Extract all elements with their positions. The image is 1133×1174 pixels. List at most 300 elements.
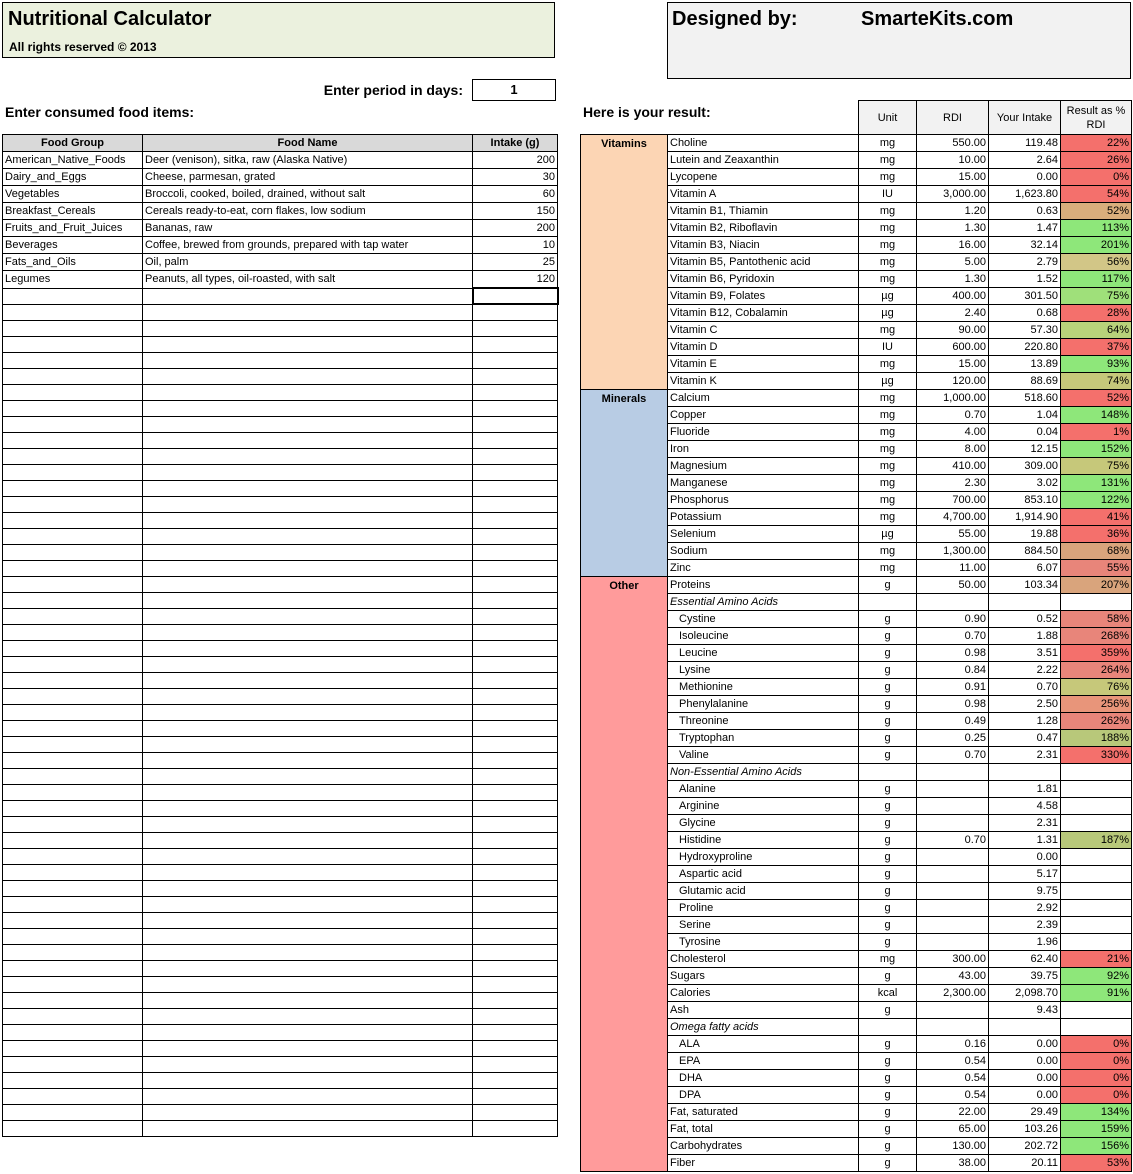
intake-cell[interactable]: [473, 912, 558, 928]
food-group-cell[interactable]: [3, 608, 143, 624]
intake-cell[interactable]: 30: [473, 169, 558, 186]
food-name-cell[interactable]: [143, 848, 473, 864]
unit-cell: [859, 594, 917, 611]
result-pct: 76%: [1061, 679, 1132, 696]
intake-cell[interactable]: [473, 848, 558, 864]
unit-cell: IU: [859, 186, 917, 203]
result-pct: 56%: [1061, 254, 1132, 271]
food-group-cell[interactable]: [3, 880, 143, 896]
nutrient-name: Lycopene: [668, 169, 859, 186]
result-pct: 21%: [1061, 951, 1132, 968]
intake-cell[interactable]: [473, 896, 558, 912]
food-name-cell[interactable]: [143, 576, 473, 592]
food-name-cell[interactable]: [143, 672, 473, 688]
food-name-cell[interactable]: [143, 528, 473, 544]
rdi-cell: [917, 1019, 989, 1036]
unit-cell: g: [859, 1138, 917, 1155]
food-name-cell[interactable]: [143, 368, 473, 384]
food-name-cell[interactable]: [143, 1056, 473, 1072]
intake-cell[interactable]: 200: [473, 152, 558, 169]
result-pct: [1061, 883, 1132, 900]
food-name-cell[interactable]: [143, 624, 473, 640]
unit-cell: g: [859, 1036, 917, 1053]
intake-cell[interactable]: [473, 768, 558, 784]
rdi-cell: 0.25: [917, 730, 989, 747]
rdi-cell: [917, 866, 989, 883]
food-name-cell[interactable]: [143, 400, 473, 416]
food-name-cell[interactable]: [143, 976, 473, 992]
food-group-cell[interactable]: [3, 1120, 143, 1136]
food-name-cell[interactable]: [143, 688, 473, 704]
nutrient-name: Vitamin K: [668, 373, 859, 390]
unit-cell: g: [859, 900, 917, 917]
food-name-cell[interactable]: [143, 288, 473, 304]
food-name-cell[interactable]: [143, 592, 473, 608]
food-name-cell[interactable]: [143, 816, 473, 832]
food-group-cell[interactable]: [3, 672, 143, 688]
food-group-cell[interactable]: Legumes: [3, 271, 143, 289]
food-group-cell[interactable]: [3, 432, 143, 448]
food-name-cell[interactable]: [143, 960, 473, 976]
intake-cell[interactable]: [473, 1120, 558, 1136]
unit-cell: mg: [859, 237, 917, 254]
food-group-cell[interactable]: [3, 320, 143, 336]
food-name-cell[interactable]: [143, 832, 473, 848]
food-row: [3, 1008, 558, 1024]
intake-value: 202.72: [989, 1138, 1061, 1155]
food-name-cell[interactable]: [143, 304, 473, 320]
intake-value: 1.28: [989, 713, 1061, 730]
food-name-cell[interactable]: [143, 608, 473, 624]
intake-cell[interactable]: [473, 1056, 558, 1072]
intake-cell[interactable]: [473, 704, 558, 720]
unit-cell: mg: [859, 560, 917, 577]
intake-value: 39.75: [989, 968, 1061, 985]
food-name-cell[interactable]: [143, 480, 473, 496]
food-group-cell[interactable]: [3, 992, 143, 1008]
intake-cell[interactable]: 60: [473, 186, 558, 203]
intake-cell[interactable]: [473, 864, 558, 880]
nutrient-name: Vitamin B5, Pantothenic acid: [668, 254, 859, 271]
food-group-cell[interactable]: [3, 768, 143, 784]
rdi-cell: 0.84: [917, 662, 989, 679]
nutrient-name: Sodium: [668, 543, 859, 560]
intake-value: 1,623.80: [989, 186, 1061, 203]
food-group-cell[interactable]: [3, 1104, 143, 1120]
food-name-cell[interactable]: [143, 336, 473, 352]
unit-cell: g: [859, 866, 917, 883]
food-name-cell[interactable]: [143, 928, 473, 944]
period-days-input[interactable]: 1: [472, 79, 556, 101]
intake-cell[interactable]: [473, 640, 558, 656]
food-group-cell[interactable]: [3, 336, 143, 352]
food-name-cell[interactable]: [143, 944, 473, 960]
result-pct: 22%: [1061, 135, 1132, 152]
food-row: [3, 1072, 558, 1088]
food-row: [3, 560, 558, 576]
food-group-cell[interactable]: [3, 1088, 143, 1104]
food-group-cell[interactable]: [3, 928, 143, 944]
rdi-cell: 2,300.00: [917, 985, 989, 1002]
nutrient-name: Vitamin D: [668, 339, 859, 356]
food-row: [3, 976, 558, 992]
intake-cell[interactable]: [473, 352, 558, 368]
food-group-cell[interactable]: [3, 736, 143, 752]
rdi-cell: 43.00: [917, 968, 989, 985]
intake-value: 0.00: [989, 1053, 1061, 1070]
food-row: [3, 912, 558, 928]
intake-cell[interactable]: [473, 368, 558, 384]
food-name-cell[interactable]: Bananas, raw: [143, 220, 473, 237]
food-name-cell[interactable]: [143, 544, 473, 560]
food-name-cell[interactable]: [143, 1088, 473, 1104]
intake-cell[interactable]: [473, 400, 558, 416]
food-name-cell[interactable]: [143, 752, 473, 768]
food-group-cell[interactable]: [3, 704, 143, 720]
intake-value: 5.17: [989, 866, 1061, 883]
food-row: [3, 1104, 558, 1120]
food-name-cell[interactable]: [143, 720, 473, 736]
intake-cell[interactable]: [473, 480, 558, 496]
nutrient-name: Hydroxyproline: [668, 849, 859, 866]
intake-cell[interactable]: [473, 1088, 558, 1104]
food-group-cell[interactable]: [3, 304, 143, 320]
intake-cell[interactable]: [473, 560, 558, 576]
nutrient-name: Serine: [668, 917, 859, 934]
food-group-cell[interactable]: [3, 560, 143, 576]
food-group-cell[interactable]: [3, 592, 143, 608]
intake-cell[interactable]: [473, 688, 558, 704]
rdi-cell: 1,300.00: [917, 543, 989, 560]
food-row: [3, 400, 558, 416]
intake-cell[interactable]: [473, 496, 558, 512]
intake-value: 2.22: [989, 662, 1061, 679]
intake-cell[interactable]: [473, 544, 558, 560]
food-name-cell[interactable]: [143, 992, 473, 1008]
result-pct: 134%: [1061, 1104, 1132, 1121]
food-group-cell[interactable]: [3, 1024, 143, 1040]
food-group-cell[interactable]: [3, 832, 143, 848]
food-group-cell[interactable]: [3, 1040, 143, 1056]
food-name-cell[interactable]: [143, 496, 473, 512]
result-pct: [1061, 594, 1132, 611]
food-name-cell[interactable]: [143, 1104, 473, 1120]
rdi-cell: 65.00: [917, 1121, 989, 1138]
food-name-cell[interactable]: [143, 640, 473, 656]
result-pct: 28%: [1061, 305, 1132, 322]
food-row: [3, 288, 558, 304]
intake-value: 853.10: [989, 492, 1061, 509]
result-table-header: [581, 101, 1132, 135]
unit-cell: µg: [859, 305, 917, 322]
result-pct: 148%: [1061, 407, 1132, 424]
food-name-cell[interactable]: [143, 912, 473, 928]
unit-cell: g: [859, 713, 917, 730]
intake-cell[interactable]: [473, 736, 558, 752]
food-name-cell[interactable]: [143, 384, 473, 400]
result-pct: 52%: [1061, 203, 1132, 220]
intake-cell[interactable]: [473, 448, 558, 464]
intake-cell[interactable]: [473, 960, 558, 976]
result-pct: 54%: [1061, 186, 1132, 203]
intake-cell[interactable]: [473, 1008, 558, 1024]
food-group-cell[interactable]: Breakfast_Cereals: [3, 203, 143, 220]
intake-cell[interactable]: [473, 576, 558, 592]
food-group-cell[interactable]: [3, 720, 143, 736]
unit-cell: g: [859, 662, 917, 679]
intake-cell[interactable]: [473, 528, 558, 544]
intake-cell[interactable]: [473, 752, 558, 768]
intake-cell[interactable]: [473, 944, 558, 960]
nutrient-name: Phosphorus: [668, 492, 859, 509]
food-name-cell[interactable]: [143, 768, 473, 784]
intake-cell[interactable]: [473, 320, 558, 336]
intake-cell[interactable]: [473, 816, 558, 832]
header-spacer: [581, 101, 668, 135]
rdi-cell: [917, 798, 989, 815]
unit-cell: mg: [859, 441, 917, 458]
food-group-cell[interactable]: [3, 576, 143, 592]
intake-cell[interactable]: [473, 624, 558, 640]
intake-cell[interactable]: [473, 1024, 558, 1040]
food-row: [3, 368, 558, 384]
rdi-cell: 130.00: [917, 1138, 989, 1155]
intake-cell[interactable]: [473, 832, 558, 848]
intake-cell[interactable]: [473, 432, 558, 448]
food-name-cell[interactable]: [143, 448, 473, 464]
food-group-cell[interactable]: Vegetables: [3, 186, 143, 203]
food-name-cell[interactable]: Peanuts, all types, oil-roasted, with salt: [143, 271, 473, 289]
food-group-cell[interactable]: [3, 896, 143, 912]
intake-cell[interactable]: [473, 608, 558, 624]
food-name-cell[interactable]: [143, 320, 473, 336]
food-name-cell[interactable]: [143, 800, 473, 816]
intake-value: [989, 1019, 1061, 1036]
intake-cell[interactable]: [473, 416, 558, 432]
intake-cell[interactable]: [473, 928, 558, 944]
nutrient-name: Omega fatty acids: [668, 1019, 859, 1036]
food-name-cell[interactable]: [143, 512, 473, 528]
intake-cell[interactable]: [473, 304, 558, 320]
intake-value: 0.00: [989, 1070, 1061, 1087]
result-pct: 152%: [1061, 441, 1132, 458]
unit-cell: [859, 764, 917, 781]
nutrient-name: Fat, saturated: [668, 1104, 859, 1121]
food-row: [3, 1024, 558, 1040]
unit-cell: kcal: [859, 985, 917, 1002]
unit-cell: µg: [859, 526, 917, 543]
food-name-cell[interactable]: [143, 464, 473, 480]
intake-cell[interactable]: 150: [473, 203, 558, 220]
intake-cell[interactable]: [473, 384, 558, 400]
intake-value: 1.96: [989, 934, 1061, 951]
food-group-cell[interactable]: [3, 624, 143, 640]
food-name-cell[interactable]: Oil, palm: [143, 254, 473, 271]
rdi-cell: 0.70: [917, 747, 989, 764]
unit-cell: g: [859, 628, 917, 645]
food-group-cell[interactable]: [3, 816, 143, 832]
food-group-cell[interactable]: [3, 288, 143, 304]
food-name-cell[interactable]: Cereals ready-to-eat, corn flakes, low sodium: [143, 203, 473, 220]
intake-cell[interactable]: [473, 720, 558, 736]
food-name-cell[interactable]: [143, 432, 473, 448]
intake-cell[interactable]: [473, 464, 558, 480]
food-group-cell[interactable]: [3, 512, 143, 528]
intake-value: 0.47: [989, 730, 1061, 747]
food-name-cell[interactable]: [143, 1120, 473, 1136]
food-group-cell[interactable]: [3, 352, 143, 368]
food-group-cell[interactable]: [3, 848, 143, 864]
intake-cell[interactable]: 10: [473, 237, 558, 254]
unit-cell: mg: [859, 424, 917, 441]
food-row: [3, 768, 558, 784]
result-pct: 187%: [1061, 832, 1132, 849]
food-name-cell[interactable]: Broccoli, cooked, boiled, drained, without salt: [143, 186, 473, 203]
column-header-food-group: Food Group: [3, 135, 143, 152]
food-group-cell[interactable]: Fats_and_Oils: [3, 254, 143, 271]
designer-name: SmarteKits.com: [861, 8, 1014, 30]
food-name-cell[interactable]: [143, 864, 473, 880]
nutrient-name: Vitamin B2, Riboflavin: [668, 220, 859, 237]
food-name-cell[interactable]: Cheese, parmesan, grated: [143, 169, 473, 186]
food-name-cell[interactable]: [143, 1008, 473, 1024]
unit-cell: mg: [859, 509, 917, 526]
food-group-cell[interactable]: [3, 1056, 143, 1072]
intake-cell[interactable]: 120: [473, 271, 558, 289]
unit-cell: g: [859, 611, 917, 628]
food-section-label: Enter consumed food items:: [5, 104, 195, 120]
food-group-cell[interactable]: [3, 688, 143, 704]
result-pct: [1061, 798, 1132, 815]
food-row: [3, 672, 558, 688]
intake-cell[interactable]: [473, 336, 558, 352]
intake-cell[interactable]: [473, 992, 558, 1008]
rdi-cell: [917, 1002, 989, 1019]
intake-value: 1.31: [989, 832, 1061, 849]
intake-cell[interactable]: [473, 1072, 558, 1088]
unit-cell: g: [859, 815, 917, 832]
rdi-cell: 0.70: [917, 832, 989, 849]
food-group-cell[interactable]: [3, 544, 143, 560]
result-pct: 0%: [1061, 169, 1132, 186]
intake-cell[interactable]: [473, 800, 558, 816]
food-name-cell[interactable]: [143, 1072, 473, 1088]
food-name-cell[interactable]: [143, 560, 473, 576]
rdi-cell: 4.00: [917, 424, 989, 441]
food-group-cell[interactable]: American_Native_Foods: [3, 152, 143, 169]
food-name-cell[interactable]: [143, 416, 473, 432]
food-group-cell[interactable]: Fruits_and_Fruit_Juices: [3, 220, 143, 237]
rdi-cell: 0.54: [917, 1070, 989, 1087]
food-group-cell[interactable]: [3, 800, 143, 816]
food-group-cell[interactable]: [3, 976, 143, 992]
food-group-cell[interactable]: [3, 944, 143, 960]
food-group-cell[interactable]: [3, 1072, 143, 1088]
unit-cell: g: [859, 1070, 917, 1087]
food-name-cell[interactable]: [143, 896, 473, 912]
intake-cell[interactable]: [473, 1040, 558, 1056]
result-pct: 0%: [1061, 1087, 1132, 1104]
nutrient-name: Calcium: [668, 390, 859, 407]
column-header-food-name: Food Name: [143, 135, 473, 152]
result-pct: 268%: [1061, 628, 1132, 645]
intake-cell[interactable]: [473, 672, 558, 688]
unit-cell: g: [859, 1104, 917, 1121]
food-row: [3, 1056, 558, 1072]
result-pct: 117%: [1061, 271, 1132, 288]
food-group-cell[interactable]: [3, 528, 143, 544]
food-name-cell[interactable]: [143, 880, 473, 896]
intake-value: 88.69: [989, 373, 1061, 390]
food-group-cell[interactable]: [3, 1008, 143, 1024]
food-group-cell[interactable]: [3, 640, 143, 656]
food-row: [3, 152, 558, 169]
intake-cell[interactable]: 200: [473, 220, 558, 237]
intake-cell[interactable]: [473, 512, 558, 528]
rdi-cell: 300.00: [917, 951, 989, 968]
intake-cell[interactable]: 25: [473, 254, 558, 271]
food-group-cell[interactable]: Dairy_and_Eggs: [3, 169, 143, 186]
food-name-cell[interactable]: [143, 704, 473, 720]
food-group-cell[interactable]: [3, 960, 143, 976]
food-group-cell[interactable]: [3, 496, 143, 512]
food-group-cell[interactable]: [3, 384, 143, 400]
food-name-cell[interactable]: [143, 784, 473, 800]
food-name-cell[interactable]: Deer (venison), sitka, raw (Alaska Native): [143, 152, 473, 169]
unit-cell: mg: [859, 203, 917, 220]
intake-cell[interactable]: [473, 592, 558, 608]
food-group-cell[interactable]: [3, 368, 143, 384]
intake-cell[interactable]: [473, 656, 558, 672]
food-row: [3, 880, 558, 896]
rdi-cell: 700.00: [917, 492, 989, 509]
intake-cell[interactable]: [473, 784, 558, 800]
food-group-cell[interactable]: [3, 400, 143, 416]
intake-value: 32.14: [989, 237, 1061, 254]
food-group-cell[interactable]: [3, 416, 143, 432]
food-name-cell[interactable]: [143, 656, 473, 672]
food-row: [3, 608, 558, 624]
result-pct: 26%: [1061, 152, 1132, 169]
food-group-cell[interactable]: [3, 864, 143, 880]
food-group-cell[interactable]: Beverages: [3, 237, 143, 254]
unit-cell: g: [859, 1121, 917, 1138]
intake-cell[interactable]: [473, 288, 558, 304]
food-group-cell[interactable]: [3, 752, 143, 768]
food-group-cell[interactable]: [3, 448, 143, 464]
food-row: [3, 220, 558, 237]
food-group-cell[interactable]: [3, 912, 143, 928]
food-name-cell[interactable]: [143, 736, 473, 752]
food-group-cell[interactable]: [3, 656, 143, 672]
food-row: [3, 304, 558, 320]
rdi-cell: 1,000.00: [917, 390, 989, 407]
food-group-cell[interactable]: [3, 784, 143, 800]
food-name-cell[interactable]: [143, 1040, 473, 1056]
food-group-cell[interactable]: [3, 464, 143, 480]
food-name-cell[interactable]: Coffee, brewed from grounds, prepared with tap water: [143, 237, 473, 254]
intake-cell[interactable]: [473, 880, 558, 896]
rdi-cell: 15.00: [917, 356, 989, 373]
unit-cell: g: [859, 1155, 917, 1172]
intake-cell[interactable]: [473, 976, 558, 992]
intake-cell[interactable]: [473, 1104, 558, 1120]
food-name-cell[interactable]: [143, 1024, 473, 1040]
nutrient-name: Non-Essential Amino Acids: [668, 764, 859, 781]
food-name-cell[interactable]: [143, 352, 473, 368]
food-group-cell[interactable]: [3, 480, 143, 496]
intake-value: [989, 594, 1061, 611]
